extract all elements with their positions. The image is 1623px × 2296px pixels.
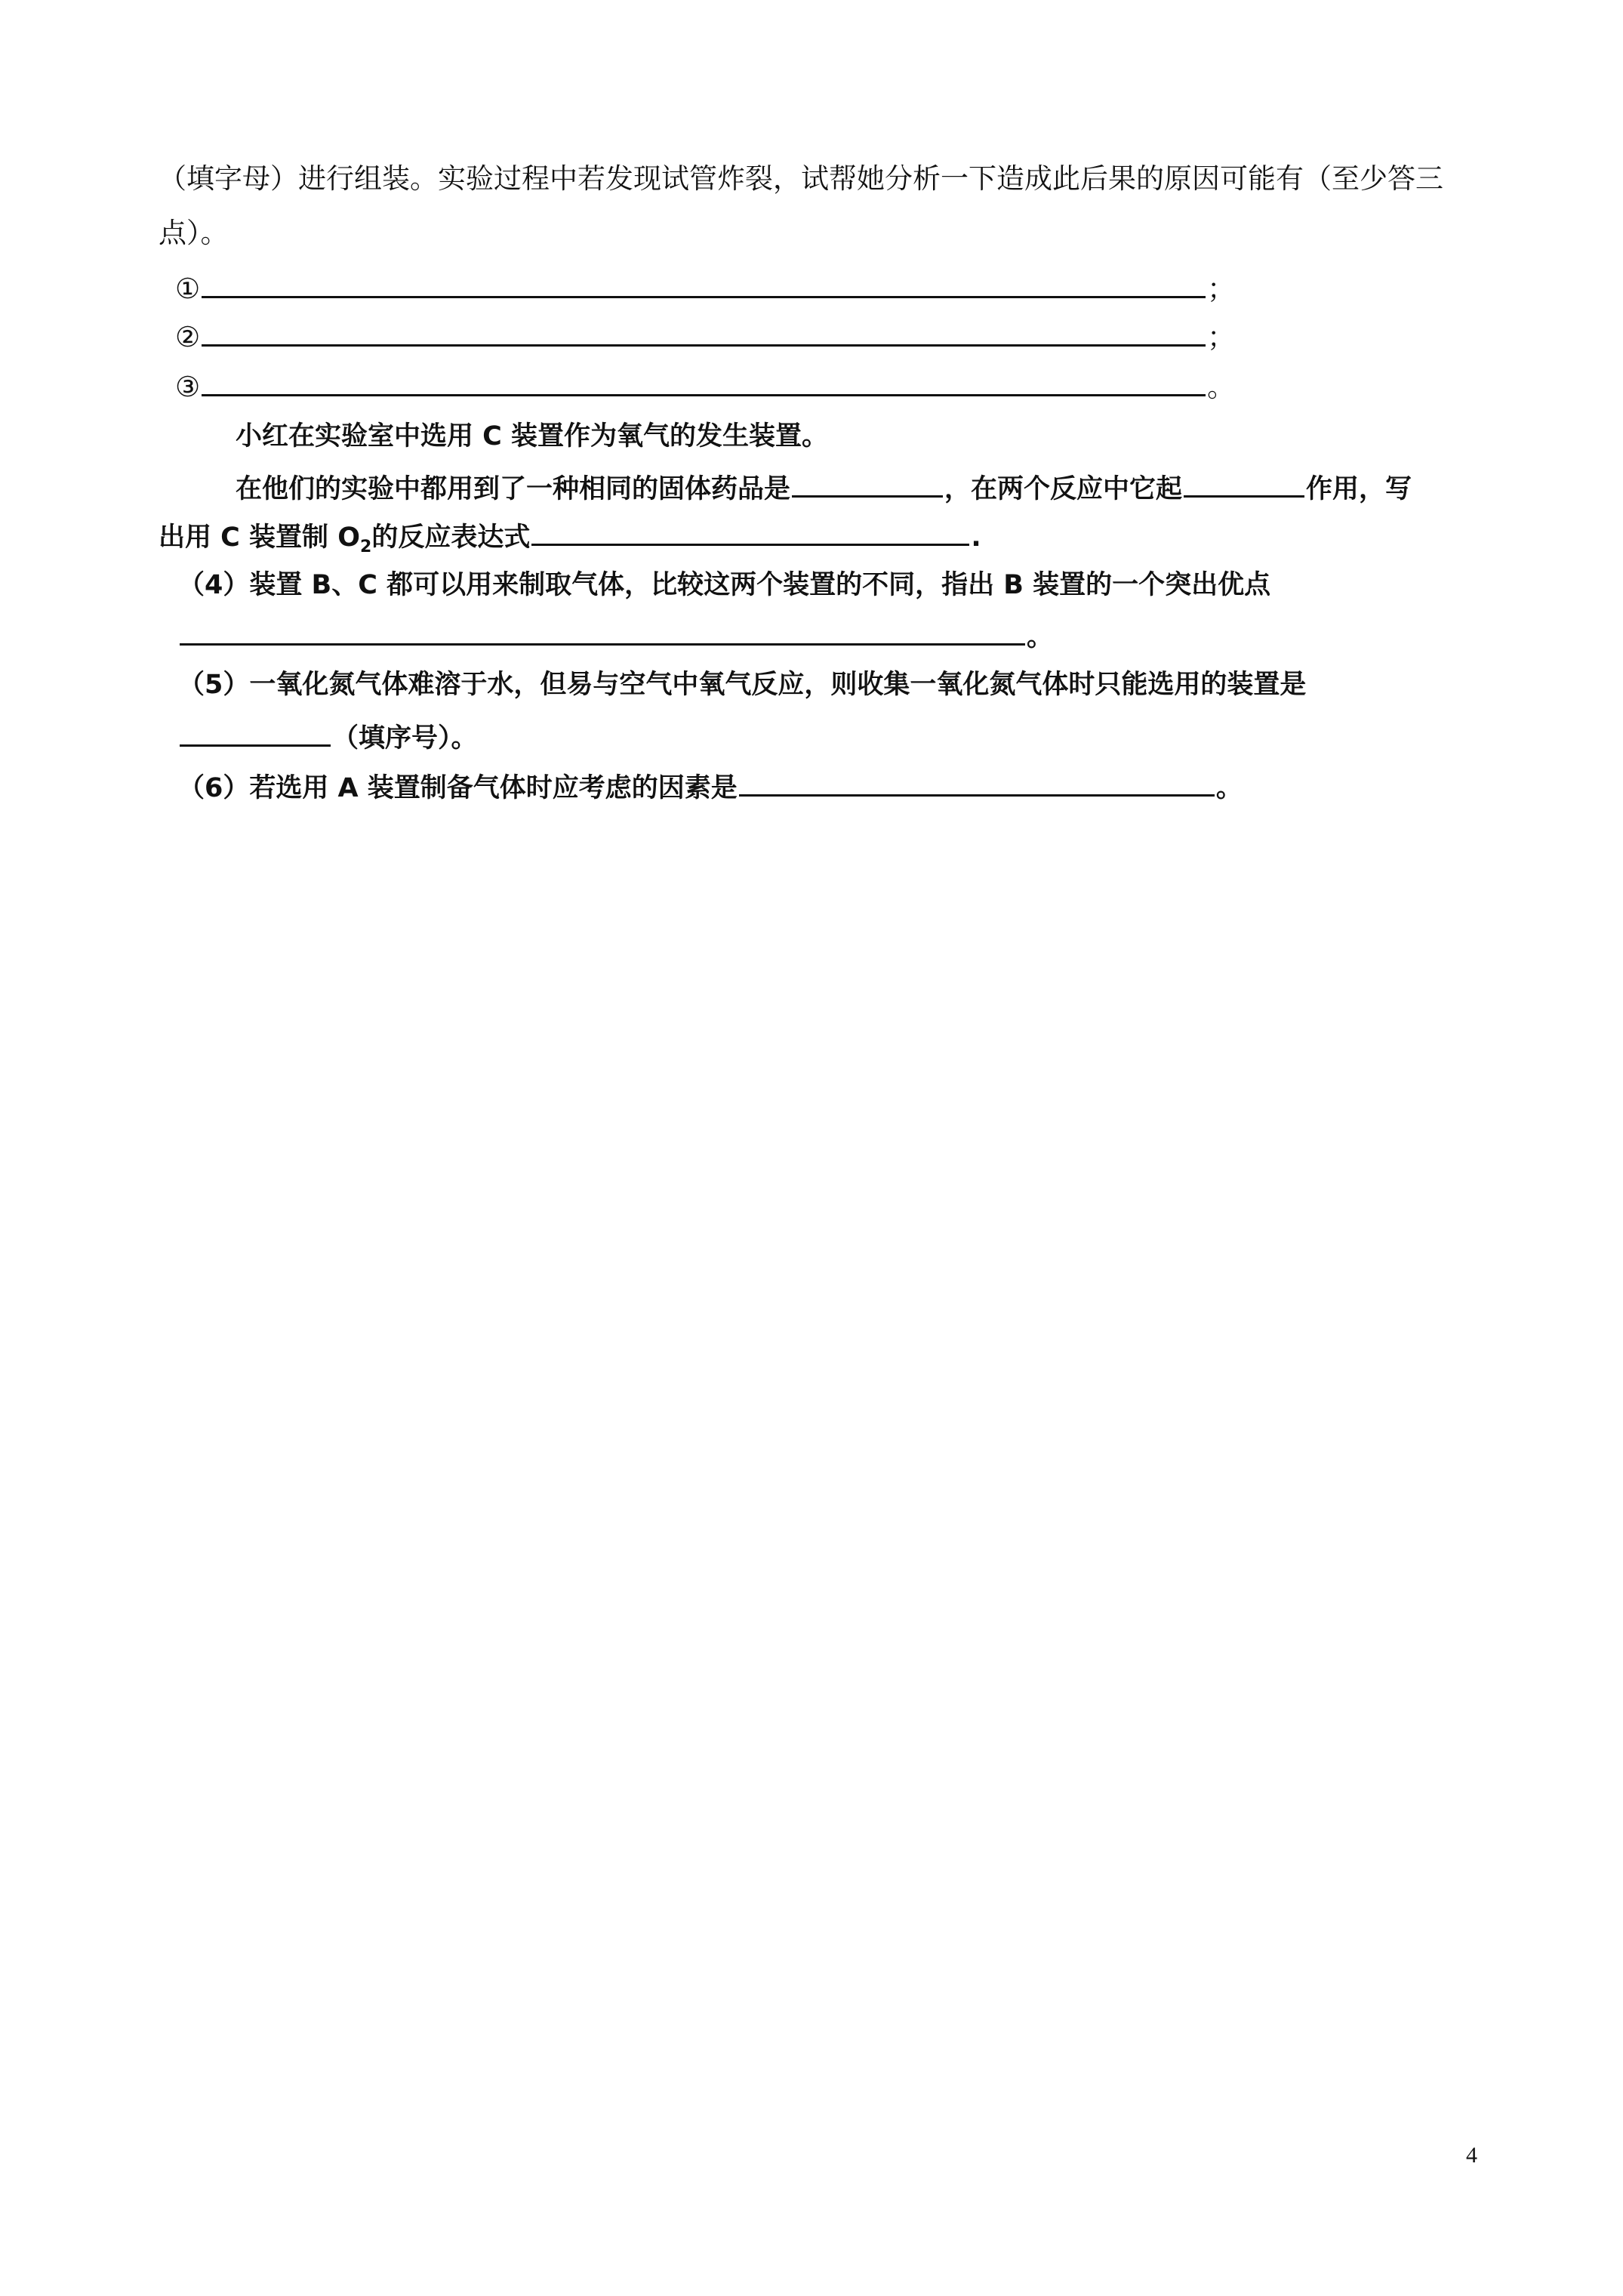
page-number: 4 [1466, 2143, 1477, 2168]
reason-line-2 [175, 317, 1235, 355]
answer-blank[interactable] [739, 767, 1215, 797]
subscript: 2 [360, 538, 372, 556]
text-segment: 在他们的实验中都用到了一种相同的固体药品是 [236, 474, 791, 504]
text-segment: . [971, 522, 981, 553]
text-segment: ，在两个反应中它起 [944, 474, 1183, 504]
reason-marker: ② [175, 321, 201, 353]
text-segment: 的反应表达式 [371, 522, 531, 553]
answer-blank[interactable] [202, 317, 1206, 347]
text-segment: （填序号）。 [332, 723, 478, 754]
answer-blank[interactable] [792, 468, 943, 498]
text-segment: 出用 C 装置制 O [159, 522, 360, 553]
reason-end: 。 [1207, 371, 1236, 403]
reason-end: ； [1207, 321, 1236, 353]
question-5-answer [178, 717, 478, 756]
reason-end: ； [1207, 273, 1236, 305]
question-6 [178, 767, 1243, 806]
expression-line [159, 516, 981, 555]
answer-blank[interactable] [180, 616, 1025, 646]
text-segment: （6）若选用 A 装置制备气体时应考虑的因素是 [178, 773, 738, 803]
text-segment: 作用，写 [1306, 474, 1412, 504]
xiaohong-line: 小红在实验室中选用 C 装置作为氧气的发生装置。 [236, 421, 829, 451]
question-5: （5）一氧化氮气体难溶于水，但易与空气中氧气反应，则收集一氧化氮气体时只能选用的装置是 [178, 670, 1307, 700]
common-reagent-line [236, 468, 1412, 507]
reason-marker: ① [175, 273, 201, 305]
text-line-1: （填字母）进行组装。实验过程中若发现试管炸裂，试帮她分析一下造成此后果的原因可能有（至少答三 [159, 162, 1443, 195]
text-segment: 。 [1215, 773, 1243, 803]
reason-line-3 [175, 367, 1235, 405]
reason-marker: ③ [175, 371, 201, 403]
reason-line-1 [175, 269, 1235, 307]
question-4: （4）装置 B、C 都可以用来制取气体，比较这两个装置的不同，指出 B 装置的一个突出优点 [178, 570, 1271, 600]
text-segment: 。 [1027, 622, 1054, 652]
answer-blank[interactable] [202, 367, 1206, 396]
text-line-2: 点）。 [159, 217, 229, 249]
answer-blank[interactable] [531, 516, 969, 546]
answer-blank[interactable] [202, 269, 1206, 298]
answer-blank[interactable] [180, 717, 331, 747]
question-4-answer [178, 616, 1053, 655]
answer-blank[interactable] [1184, 468, 1304, 498]
